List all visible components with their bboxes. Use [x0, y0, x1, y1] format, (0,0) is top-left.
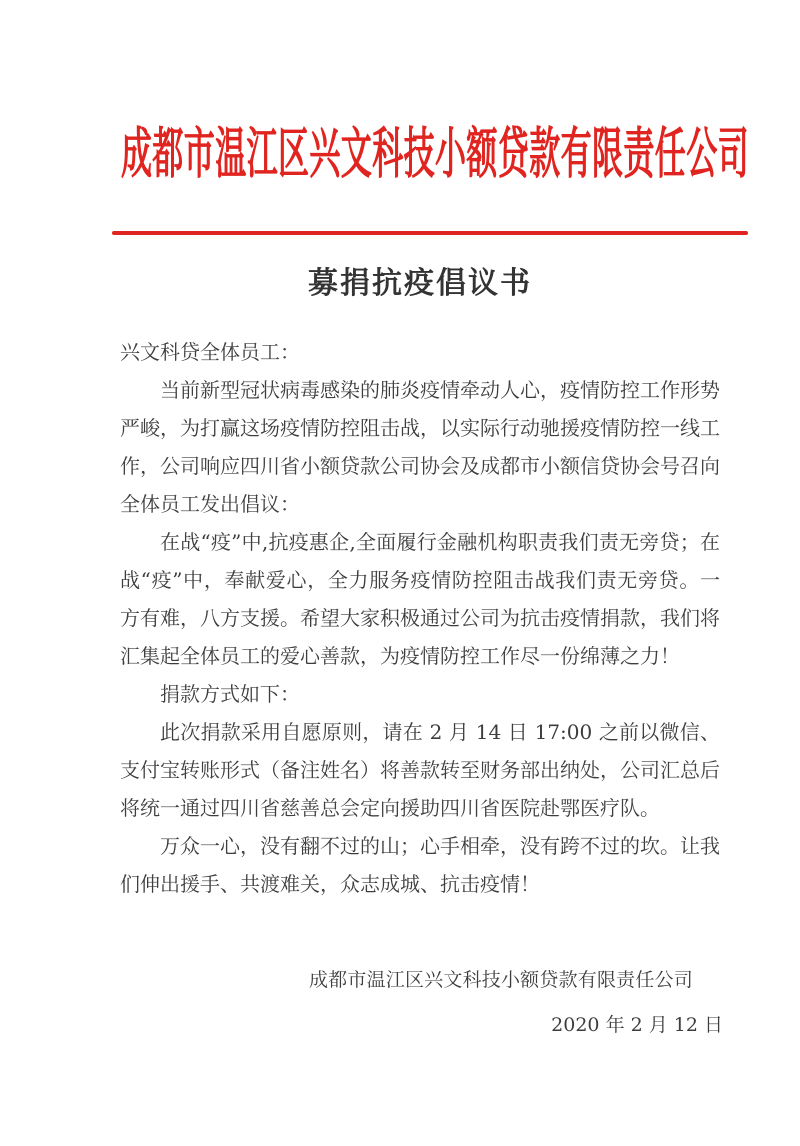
document-title: 募捐抗疫倡议书 — [308, 266, 532, 301]
paragraph-donation-details: 此次捐款采用自愿原则，请在 2 月 14 日 17:00 之前以微信、支付宝转账形式（备注姓名）将善款转至财务部出纳处，公司汇总后将统一通过四川省慈善总会定向援助四川省医院赴鄂医疗队。 — [120, 720, 720, 820]
letterhead-divider-rule — [112, 231, 748, 235]
letterhead-company-name: 成都市温江区兴文科技小额贷款有限责任公司 — [121, 122, 749, 187]
paragraph-donation-method-heading: 捐款方式如下： — [160, 682, 300, 706]
paragraph-appeal: 在战“疫”中,抗疫惠企,全面履行金融机构职责我们责无旁贷；在战“疫”中，奉献爱心，全力服务疫情防控阻击战我们责无旁贷。一方有难，八方支援。希望大家积极通过公司为抗击疫情捐款，我们将汇集起全体员工的爱心善款，为疫情防控工作尽一份绵薄之力！ — [120, 530, 720, 668]
paragraph-situation: 当前新型冠状病毒感染的肺炎疫情牵动人心，疫情防控工作形势严峻，为打赢这场疫情防控阻击战，以实际行动驰援疫情防控一线工作，公司响应四川省小额贷款公司协会及成都市小额信贷协会号召向全体员工发出倡议： — [120, 378, 720, 516]
salutation-line: 兴文科贷全体员工： — [120, 340, 300, 364]
signature-date: 2020 年 2 月 12 日 — [551, 1014, 723, 1036]
paragraph-closing-slogan: 万众一心，没有翻不过的山；心手相牵，没有跨不过的坎。让我们伸出援手、共渡难关，众志成城、抗击疫情！ — [120, 834, 720, 896]
signature-company-name: 成都市温江区兴文科技小额贷款有限责任公司 — [308, 969, 693, 991]
letter-body — [120, 333, 720, 903]
